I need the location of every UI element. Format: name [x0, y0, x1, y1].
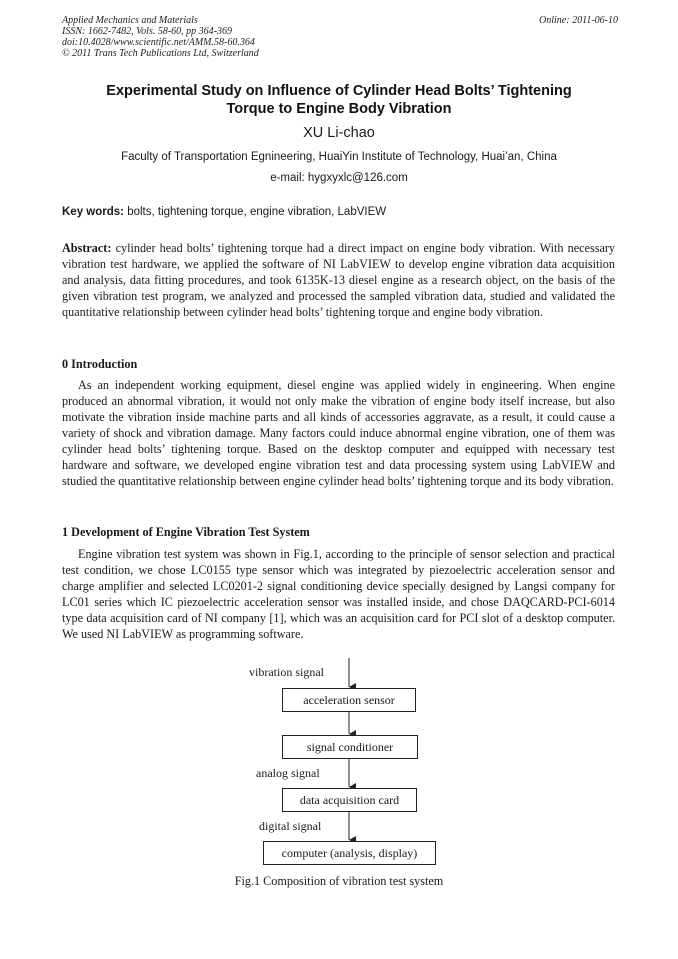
issn-line: ISSN: 1662-7482, Vols. 58-60, pp 364-369 — [62, 26, 232, 37]
keywords-text: bolts, tightening torque, engine vibration, LabVIEW — [127, 206, 387, 218]
figure-1-diagram — [0, 650, 678, 900]
affiliation: Faculty of Transportation Egnineering, HuaiYin Institute of Technology, Huai’an, China — [121, 151, 557, 163]
box-computer: computer (analysis, display) — [263, 841, 436, 865]
abstract — [62, 240, 615, 320]
author-name: XU Li-chao — [303, 125, 375, 141]
section-body-test-system: Engine vibration test system was shown in Fig.1, according to the principle of sensor selection and practical test condition, we chose LC0155 type sensor which was integrated by piezoelectric acceleration sensor and charge amplifier and selected LC0201-2 signal conditioning device specially designed by Langsi company for LC01 series which IC piezoelectric acceleration sensor was installed inside, and chose DAQCARD-PCI-6014 type data acquisition card of NI company [1], which was an acquisition card for PCI slot of a desktop computer. We used NI LabVIEW as programming software. — [62, 547, 615, 641]
section-heading-introduction: 0 Introduction — [62, 357, 138, 371]
journal-name: Applied Mechanics and Materials — [62, 15, 198, 26]
box-data-acquisition-card: data acquisition card — [282, 788, 417, 812]
author-email: e-mail: hygxyxlc@126.com — [270, 172, 408, 184]
label-vibration-signal: vibration signal — [249, 665, 324, 679]
copyright-line: © 2011 Trans Tech Publications Ltd, Switzerland — [62, 48, 259, 59]
keywords — [62, 205, 616, 219]
paper-title — [62, 82, 616, 118]
section-body-introduction: As an independent working equipment, diesel engine was applied widely in engineering. When engine produced an abnormal vibration, it would not only make the vibration of engine body itself increase, but also motivate the vibration inside machine parts and all kinds of accessories aggravate, as a result, it could cause a variety of shock and vibration damage. Many factors could induce abnormal engine vibration, one of them was cylinder head bolts’ tightening torque. Based on the desktop computer and equipped with necessary test hardware and software, we developed engine vibration test and data processing system using LabVIEW and studied the quantitative relationship between engine cylinder head bolts’ tightening torque and its body vibration. — [62, 378, 615, 488]
box-acceleration-sensor: acceleration sensor — [282, 688, 416, 712]
journal-header — [62, 15, 618, 59]
title-line-2: Torque to Engine Body Vibration — [226, 101, 452, 117]
label-digital-signal: digital signal — [259, 819, 322, 833]
abstract-text: cylinder head bolts’ tightening torque had a direct impact on engine body vibration. With necessary vibration test hardware, we applied the software of NI LabVIEW to develop engine vibration data acquisition and analysis, data fitting procedures, and took 6135K-13 diesel engine as a research object, on the basis of the given vibration test program, we analyzed and processed the sampled vibration data, studied and validated the quantitative relationship between cylinder head bolts’ tightening torque and engine body vibration. — [62, 241, 616, 319]
box-signal-conditioner: signal conditioner — [282, 735, 418, 759]
online-date: Online: 2011-06-10 — [539, 15, 618, 26]
keywords-label: Key words: — [62, 206, 124, 218]
title-line-1: Experimental Study on Influence of Cylinder Head Bolts’ Tightening — [106, 83, 572, 99]
section-heading-test-system: 1 Development of Engine Vibration Test System — [62, 525, 310, 539]
label-analog-signal: analog signal — [256, 766, 320, 780]
figure-1-caption: Fig.1 Composition of vibration test system — [234, 874, 444, 888]
doi-line: doi:10.4028/www.scientific.net/AMM.58-60.364 — [62, 37, 255, 48]
abstract-label: Abstract: — [62, 241, 112, 255]
